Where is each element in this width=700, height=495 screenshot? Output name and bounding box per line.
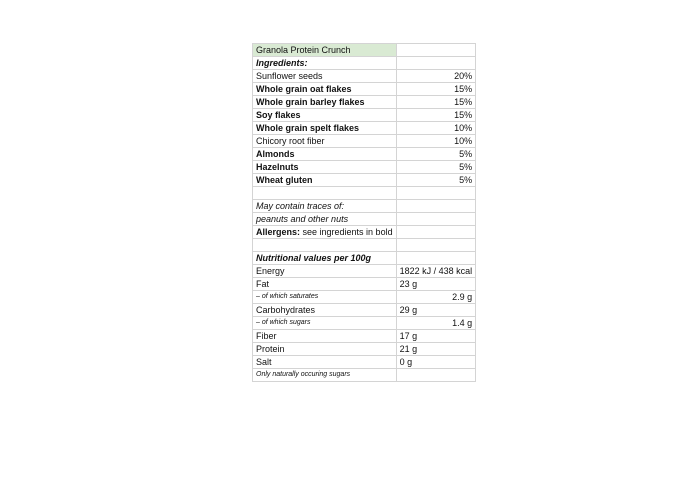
ingredient-percent[interactable]: 15% <box>396 96 476 109</box>
ingredient-row <box>253 122 476 135</box>
nutrition-row <box>253 343 476 356</box>
traces-row <box>253 200 476 213</box>
empty-cell[interactable] <box>396 200 476 213</box>
ingredient-percent[interactable]: 20% <box>396 70 476 83</box>
ingredient-name[interactable]: Whole grain oat flakes <box>253 83 397 96</box>
ingredient-row <box>253 109 476 122</box>
nutrient-value[interactable]: 1822 kJ / 438 kcal <box>396 265 476 278</box>
ingredient-row <box>253 96 476 109</box>
ingredient-name[interactable]: Sunflower seeds <box>253 70 397 83</box>
nutrient-subname[interactable]: – of which sugars <box>253 317 397 330</box>
allergens-row <box>253 226 476 239</box>
nutrient-value[interactable]: 21 g <box>396 343 476 356</box>
nutrient-subname[interactable]: – of which saturates <box>253 291 397 304</box>
empty-cell[interactable] <box>396 44 476 57</box>
nutrition-row <box>253 291 476 304</box>
ingredient-percent[interactable]: 5% <box>396 174 476 187</box>
ingredient-name[interactable]: Hazelnuts <box>253 161 397 174</box>
ingredient-percent[interactable]: 15% <box>396 83 476 96</box>
ingredient-row <box>253 148 476 161</box>
nutrition-spreadsheet <box>252 43 476 382</box>
nutrient-name[interactable]: Fiber <box>253 330 397 343</box>
nutrient-value[interactable]: 23 g <box>396 278 476 291</box>
ingredient-row <box>253 135 476 148</box>
ingredient-percent[interactable]: 5% <box>396 161 476 174</box>
empty-cell[interactable] <box>396 369 476 382</box>
traces-line-1[interactable]: May contain traces of: <box>253 200 397 213</box>
empty-cell[interactable] <box>396 252 476 265</box>
nutrient-name[interactable]: Carbohydrates <box>253 304 397 317</box>
footnote-row <box>253 369 476 382</box>
ingredient-row <box>253 83 476 96</box>
allergens-cell[interactable] <box>253 226 397 239</box>
empty-cell[interactable] <box>396 187 476 200</box>
empty-cell[interactable] <box>253 187 397 200</box>
blank-row <box>253 239 476 252</box>
nutrient-value[interactable]: 17 g <box>396 330 476 343</box>
footnote[interactable]: Only naturally occuring sugars <box>253 369 397 382</box>
nutrient-value[interactable]: 0 g <box>396 356 476 369</box>
ingredient-percent[interactable]: 10% <box>396 135 476 148</box>
allergens-label: Allergens: <box>256 227 301 237</box>
ingredient-name[interactable]: Almonds <box>253 148 397 161</box>
nutrition-header[interactable]: Nutritional values per 100g <box>253 252 397 265</box>
ingredient-name[interactable]: Whole grain barley flakes <box>253 96 397 109</box>
ingredient-row <box>253 174 476 187</box>
nutrition-row <box>253 278 476 291</box>
nutrient-name[interactable]: Protein <box>253 343 397 356</box>
nutrient-value[interactable]: 1.4 g <box>396 317 476 330</box>
allergens-text: see ingredients in bold <box>300 227 393 237</box>
ingredient-name[interactable]: Whole grain spelt flakes <box>253 122 397 135</box>
nutrition-row <box>253 330 476 343</box>
nutrition-row <box>253 317 476 330</box>
title-row <box>253 44 476 57</box>
empty-cell[interactable] <box>396 226 476 239</box>
nutrition-header-row <box>253 252 476 265</box>
nutrient-value[interactable]: 2.9 g <box>396 291 476 304</box>
ingredient-row <box>253 161 476 174</box>
ingredients-header[interactable]: Ingredients: <box>253 57 397 70</box>
nutrition-row <box>253 304 476 317</box>
nutrient-name[interactable]: Fat <box>253 278 397 291</box>
nutrient-name[interactable]: Energy <box>253 265 397 278</box>
ingredient-row <box>253 70 476 83</box>
empty-cell[interactable] <box>253 239 397 252</box>
ingredient-name[interactable]: Wheat gluten <box>253 174 397 187</box>
nutrition-row <box>253 356 476 369</box>
product-title[interactable]: Granola Protein Crunch <box>253 44 397 57</box>
ingredient-name[interactable]: Soy flakes <box>253 109 397 122</box>
nutrient-value[interactable]: 29 g <box>396 304 476 317</box>
empty-cell[interactable] <box>396 57 476 70</box>
traces-row <box>253 213 476 226</box>
traces-line-2[interactable]: peanuts and other nuts <box>253 213 397 226</box>
nutrition-row <box>253 265 476 278</box>
ingredients-header-row <box>253 57 476 70</box>
ingredient-percent[interactable]: 5% <box>396 148 476 161</box>
empty-cell[interactable] <box>396 239 476 252</box>
blank-row <box>253 187 476 200</box>
nutrient-name[interactable]: Salt <box>253 356 397 369</box>
empty-cell[interactable] <box>396 213 476 226</box>
ingredient-percent[interactable]: 15% <box>396 109 476 122</box>
ingredient-name[interactable]: Chicory root fiber <box>253 135 397 148</box>
ingredient-percent[interactable]: 10% <box>396 122 476 135</box>
